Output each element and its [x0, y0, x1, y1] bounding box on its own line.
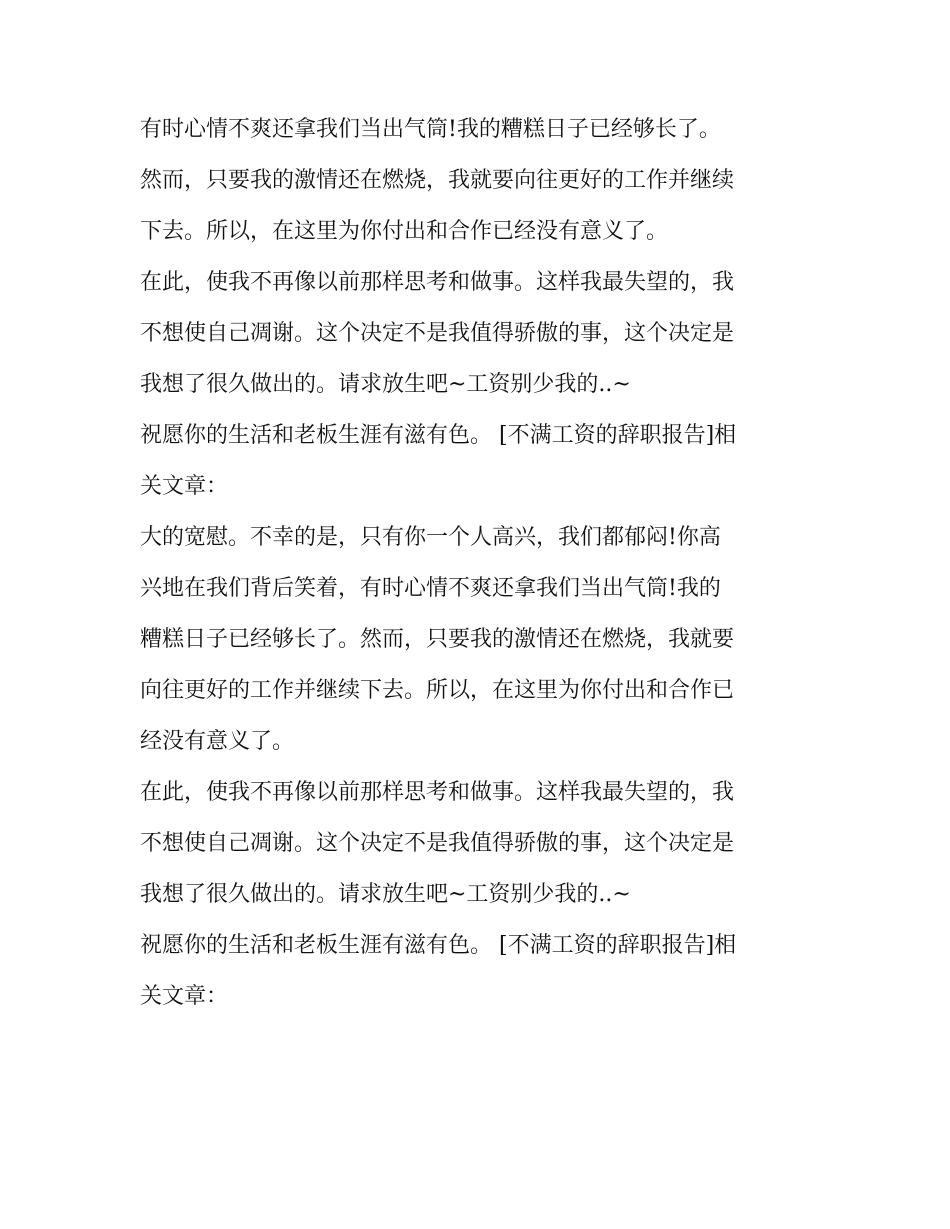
- text-line: 关文章：: [140, 984, 229, 1009]
- document-body: [140, 104, 820, 1022]
- text-line: 经没有意义了。: [140, 729, 295, 754]
- text-line: 不想使自己凋谢。这个决定不是我值得骄傲的事，这个决定是: [140, 831, 735, 856]
- text-line: 糟糕日子已经够长了。然而，只要我的激情还在燃烧，我就要: [140, 627, 735, 652]
- text-line: 关文章：: [140, 474, 229, 499]
- text-line: 祝愿你的生活和老板生涯有滋有色。 [不满工资的辞职报告]相: [140, 423, 737, 448]
- text-line: 大的宽慰。不幸的是，只有你一个人高兴，我们都郁闷!你高: [140, 525, 721, 550]
- text-line: 在此，使我不再像以前那样思考和做事。这样我最失望的，我: [140, 780, 735, 805]
- text-line: 向往更好的工作并继续下去。所以，在这里为你付出和合作已: [140, 678, 735, 703]
- text-line: 我想了很久做出的。请求放生吧~工资别少我的..~: [140, 372, 631, 397]
- text-line: 祝愿你的生活和老板生涯有滋有色。 [不满工资的辞职报告]相: [140, 933, 737, 958]
- text-line: 有时心情不爽还拿我们当出气筒!我的糟糕日子已经够长了。: [140, 117, 721, 142]
- text-line: 然而，只要我的激情还在燃烧，我就要向往更好的工作并继续: [140, 168, 735, 193]
- text-line: 不想使自己凋谢。这个决定不是我值得骄傲的事，这个决定是: [140, 321, 735, 346]
- text-line: 在此，使我不再像以前那样思考和做事。这样我最失望的，我: [140, 270, 735, 295]
- text-line: 兴地在我们背后笑着，有时心情不爽还拿我们当出气筒!我的: [140, 576, 721, 601]
- text-line: 我想了很久做出的。请求放生吧~工资别少我的..~: [140, 882, 631, 907]
- text-line: 下去。所以，在这里为你付出和合作已经没有意义了。: [140, 219, 669, 244]
